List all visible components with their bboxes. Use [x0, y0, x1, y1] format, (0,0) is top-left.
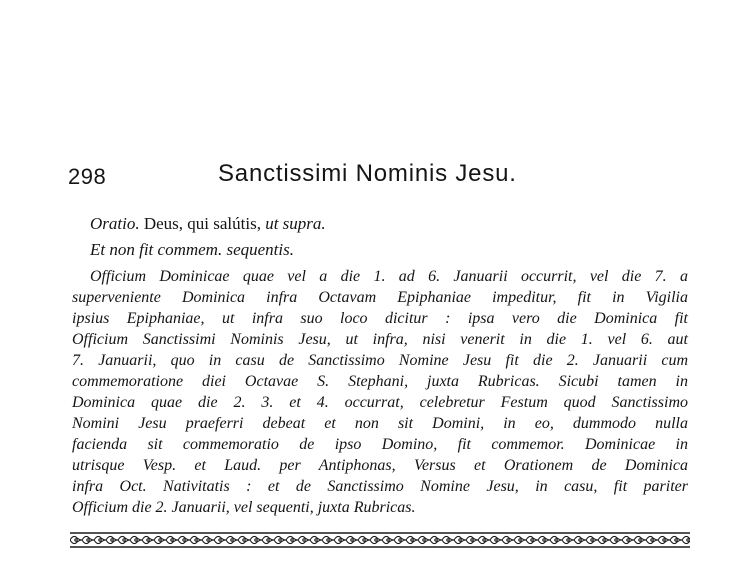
rubric-line: Officium die 2. Januarii, vel sequenti, juxta Rubricas.	[72, 499, 416, 516]
ornamental-border	[70, 530, 690, 550]
rubric-line: Dominica quae die 2. 3. et 4. occurrat, celebretur Festum quod Sanctissimo	[72, 394, 688, 411]
rubric-line: infra Oct. Nativitatis : et de Sanctissimo Nomine Jesu, in casu, fit pariter	[72, 478, 688, 495]
rubric-line: utrisque Vesp. et Laud. per Antiphonas, Versus et Orationem de Dominica	[72, 457, 688, 474]
rubric-line: facienda sit commemoratio de ipso Domino, fit commemor. Dominicae in	[72, 436, 688, 453]
oratio-suffix: ut supra.	[265, 214, 326, 233]
rubric-line: ipsius Epiphaniae, ut infra suo loco dicitur : ipsa vero die Dominica fit	[72, 310, 688, 327]
rubric-line: superveniente Dominica infra Octavam Epiphaniae impeditur, fit in Vigilia	[72, 289, 688, 306]
rubric-line: Nomini Jesu praeferri debeat et non sit Domini, in eo, dummodo nulla	[72, 415, 688, 432]
page-number: 298	[68, 164, 107, 189]
rubric-line: 7. Januarii, quo in casu de Sanctissimo Nomine Jesu fit die 2. Januarii cum	[72, 352, 688, 369]
oratio-label: Oratio.	[90, 214, 140, 233]
rubric-line: Officium Dominicae quae vel a die 1. ad 6. Januarii occurrit, vel die 7. a	[90, 268, 688, 285]
page-header	[68, 160, 690, 194]
oratio-line	[90, 214, 326, 234]
oratio-text: Deus, qui salútis,	[139, 214, 266, 233]
running-title: Sanctissimi Nominis Jesu.	[218, 160, 517, 187]
rubric-line: commemoratione diei Octavae S. Stephani, juxta Rubricas. Sicubi tamen in	[72, 373, 688, 390]
commem-note: Et non fit commem. sequentis.	[90, 240, 294, 259]
rubric-line: Officium Sanctissimi Nominis Jesu, ut infra, nisi venerit in die 1. vel 6. aut	[72, 331, 688, 348]
